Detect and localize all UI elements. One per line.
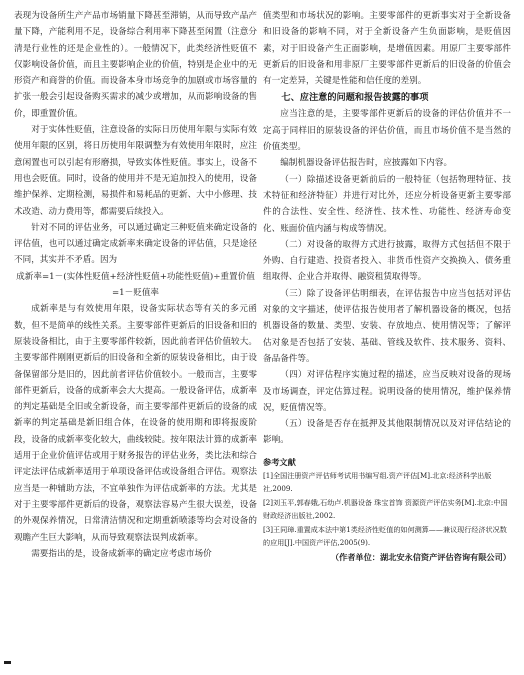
body-paragraph: 表现为设备所生产产品市场销量下降甚至滞销，从而导致产品产量下降，产能利用不足，设备综合利用率下降甚至闲置（注意分清是行业性的还是企业性的）。一般情况下，此类经济性贬值不仅影响设备价值，而且主要影响企业的价值，特别是企业中的无形资产和商誉的价值。而设备本身市场竞争的加剧或市场容量的扩张一般会引起设备购买需求的减少或增加，从而影响设备的售价，即重置价值。 [14, 11, 257, 119]
right-column [263, 8, 511, 565]
references-title: 参考文献 [263, 456, 296, 467]
author-affiliation: （作者单位：湖北安永信资产评估咨询有限公司） [330, 551, 511, 562]
body-paragraph: 编制机器设备评估报告时，应披露如下内容。 [280, 158, 453, 169]
body-paragraph: （二）对设备的取得方式进行披露，取得方式包括但不限于外购、自行建造、投资者投入、非货币性资产交换换入、债务重组取得、企业合并取得、融资租赁取得等。 [263, 239, 511, 283]
body-paragraph: （四）对评估程序实施过程的描述，应当反映对设备的现场及市场调查，评定估算过程。说明设备的使用情况，维护保养情况，贬值情况等。 [263, 370, 511, 413]
body-paragraph: 值类型和市场状况的影响。主要零部件的更新事实对于全新设备和旧设备的影响不同，对于全新设备产生负面影响，是贬值因素，对于旧设备产生正面影响，是增值因素。用原厂主要零部件更新后的旧设备和用非原厂主要零部件更新后的旧设备的价值会有一定差异，关键是性能和信任度的差别。 [263, 11, 511, 87]
body-paragraph: 应当注意的是，主要零部件更新后的设备的评估价值并不一定高于同样旧的原装设备的评估价值，而且市场价值不是当然的价值类型。 [263, 109, 511, 153]
body-paragraph: 成新率是与有效使用年限，设备实际状态等有关的多元函数，但不是简单的线性关系。主要零部件更新后的旧设备和旧的原装设备相比，由于主要零部件较新，因此前者评估价值较大。主要零部件刚刚更新后的旧设备和全新的原装设备相比，由于设备保留部分是旧的，因此前者评估价值较小。一般而言，主要零部件更新后，设备的成新率会大大提高。一般设备评估，成新率的判定基础是全旧或全新设备，而主要零部件更新后的设备的成新率的判定基础是新旧组合体，在设备的使用期和即将报废阶段，设备的成新率变化较大，曲线较陡。按年限法计算的成新率适用于企业价值评估或用于财务报告的评估业务，类比法和综合评定法评估成新率适用于单项设备评估或设备组合评估。观察法应当是一种辅助方法，不宜单独作为评估成新率的方法。尤其是对于主要零部件更新后的设备，观察法容易产生很大误差，设备的外观保养情况，日常清洁情况和定期重新喷漆等均会对设备的观瞻产生巨大影响，从而导致观察法误判成新率。 [14, 304, 257, 543]
body-paragraph: 对于实体性贬值，注意设备的实际日历使用年限与实际有效使用年限的区别，将日历使用年限调整为有效使用年限时，应注意闲置也可以引起有形磨损，导致实体性贬值。事实上，设备不用也会贬值。同时，设备的使用并不是无追加投入的使用，设备维护保养、定期检测，易损件和易耗品的更新、大中小修理、技术改造、动力费用等，都需要后续投入。 [14, 125, 257, 217]
body-paragraph: （一）除描述设备更新前后的一般特征（包括物理特征、技术特征和经济特征）并进行对比外，还应分析设备更新主要零部件的合法性、安全性、经济性、技术性、功能性、经济寿命变化、账面价值内涵与构成等情况。 [263, 174, 511, 234]
body-paragraph: （三）除了设备评估明细表，在评估报告中应当包括对评估对象的文字描述，使评估报告使用者了解机器设备的概况，包括机器设备的数量、类型、安装、存放地点、使用情况等；了解评估对象是否包括了安装、基础、管线及软件、技术服务、资料、备品备件等。 [263, 288, 511, 364]
left-column [14, 8, 257, 562]
page-corner-mark [4, 661, 11, 664]
reference-item: [3]王同璋.重置成本法中第1类经济性贬值的如何测算——兼议现行经济状况数的应用[J].中国资产评估,2005(9). [263, 524, 507, 548]
reference-item: [2]刘玉平,郭春娥,石幼卢.机器设备 珠宝首饰 资源资产评估实务[M].北京:中国财政经济出版社,2002. [263, 497, 508, 521]
reference-item: [1]全国注册资产评估师考试用书编写组.资产评估[M].北京:经济科学出版社,2009. [263, 470, 492, 494]
body-paragraph: 需要指出的是，设备成新率的确定应考虑市场价 [31, 548, 212, 559]
section-heading: 七、应注意的问题和报告披露的事项 [281, 92, 429, 104]
body-paragraph: 针对不同的评估业务，可以通过确定三种贬值来确定设备的评估值，也可以通过确定成新率来确定设备的评估值，只是途径不同，其实并不矛盾。因为 [14, 222, 257, 266]
body-paragraph: （五）设备是否存在抵押及其他限制情况以及对评估结论的影响。 [263, 419, 511, 446]
formula: 成新率=1－(实体性贬值+经济性贬值+功能性贬值)÷重置价值=1－贬值率 [16, 271, 255, 299]
